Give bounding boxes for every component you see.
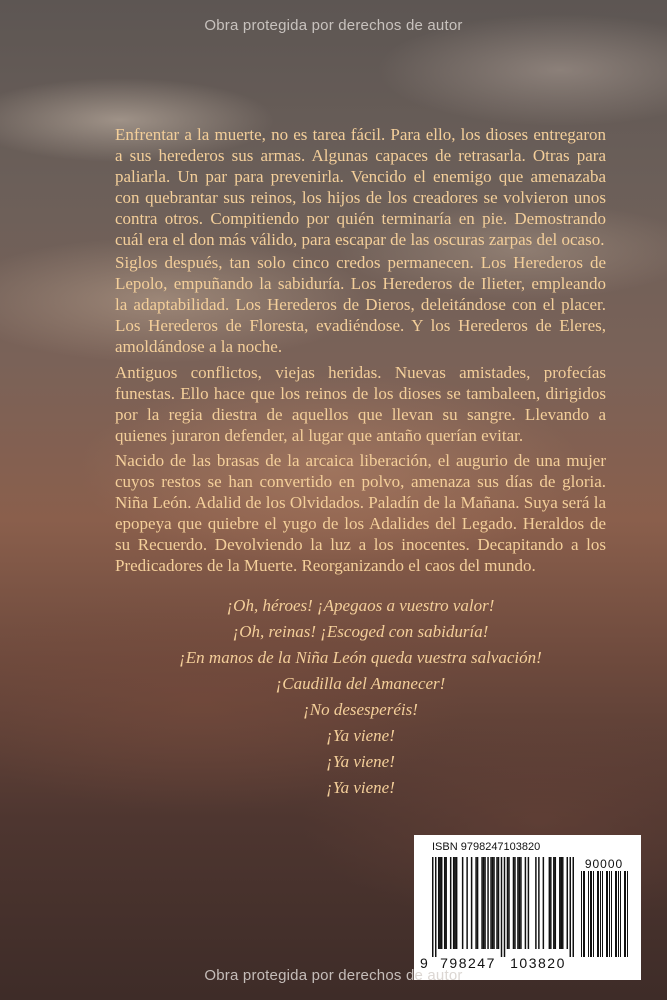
barcode-bar: [508, 857, 509, 949]
barcode-bar: [584, 871, 585, 957]
barcode-bar: [591, 871, 592, 957]
barcode-bar: [559, 857, 560, 949]
tagline-verse: [115, 593, 606, 801]
ean-left-digits: 798247: [440, 955, 496, 971]
copyright-watermark-top: Obra protegida por derechos de autor: [204, 17, 463, 34]
barcode-bar: [501, 857, 502, 957]
barcode-bar: [606, 871, 607, 957]
barcode-bar: [517, 857, 518, 949]
barcode-bar: [535, 857, 536, 949]
barcode-bar: [514, 857, 515, 949]
isbn-barcode-box: [414, 835, 641, 980]
barcode-bar: [618, 871, 619, 957]
ean-right-digits: 103820: [510, 955, 566, 971]
tagline-line: ¡Ya viene!: [326, 752, 395, 771]
barcode-bar: [492, 857, 493, 949]
barcode-bar: [450, 857, 451, 949]
barcode-bar: [462, 857, 463, 949]
barcode-bar: [484, 857, 485, 949]
blurb-paragraph: Nacido de las brasas de la arcaica liberación, el augurio de una mujer cuyos restos se han convertido en polvo, amenaza sus días de gloria. Niña León. Adalid de los Olvidados. Paladín de la Mañana. Suya será la epopeya que quiebre el yugo de los Adalides del Legado. Heraldos de su Recuerdo. Devolviendo la luz a los inocentes. Decapitando a los Predicadores de la Muerte. Reorganizando el caos del mundo.: [115, 451, 606, 575]
barcode-bar: [477, 857, 478, 949]
barcode-bar: [498, 857, 499, 949]
barcode-bar: [507, 857, 508, 949]
barcode-bar: [496, 857, 497, 949]
barcode-bar: [588, 871, 589, 957]
barcode-bar: [528, 857, 529, 949]
barcode-bar: [435, 857, 436, 957]
barcode-bar: [600, 871, 601, 957]
barcode-bar: [432, 857, 433, 957]
price-addon-label: 90000: [584, 857, 624, 871]
barcode-bar: [620, 871, 621, 957]
barcode-bar: [471, 857, 472, 949]
barcode-bar: [444, 857, 445, 949]
barcode-bar: [543, 857, 544, 949]
barcode-bar: [445, 857, 446, 949]
barcode-bar: [609, 871, 610, 957]
barcode-bar: [590, 871, 591, 957]
barcode-bar: [573, 857, 574, 957]
barcode-bar: [598, 871, 599, 957]
isbn-label: ISBN 9798247103820: [432, 841, 541, 853]
barcode-bar: [454, 857, 455, 949]
blurb-paragraph: Antiguos conflictos, viejas heridas. Nuevas amistades, profecías funestas. Ello hace que los reinos de los dioses se tambaleen, dirigidos por la regia diestra de aquellos que llevan su sangre. Llevando a quienes juraron defender, al lugar que antaño querían evitar.: [115, 363, 606, 445]
barcode-bar: [538, 857, 539, 949]
tagline-line: ¡Ya viene!: [326, 726, 395, 745]
blurb-paragraph: Siglos después, tan solo cinco credos permanecen. Los Herederos de Lepolo, empuñando la sabiduría. Los Herederos de Ilieter, empleando la adaptabilidad. Los Herederos de Dieros, deleitándose con el placer. Los Herederos de Floresta, evadiéndose. Y los Herederos de Eleres, amoldándose a la noche.: [115, 253, 606, 356]
barcode-bar: [487, 857, 488, 949]
barcode-bar: [555, 857, 556, 949]
tagline-line: ¡Caudilla del Amanecer!: [275, 674, 446, 693]
barcode-bar: [475, 857, 476, 949]
tagline-line: ¡No desesperéis!: [303, 700, 418, 719]
barcode-bar: [583, 871, 584, 957]
barcode-bar: [550, 857, 551, 949]
barcode-bar: [520, 857, 521, 949]
barcode-bar: [490, 857, 491, 949]
barcode-bar: [504, 857, 505, 957]
barcode-bar: [525, 857, 526, 949]
barcode-bar: [602, 871, 603, 957]
tagline-line: ¡Ya viene!: [326, 778, 395, 797]
barcode-bar: [593, 871, 594, 957]
barcode-bar: [570, 857, 571, 957]
barcode-bar: [615, 871, 616, 957]
tagline-line: ¡En manos de la Niña León queda vuestra salvación!: [179, 648, 542, 667]
tagline-line: ¡Oh, reinas! ¡Escoged con sabiduría!: [232, 622, 489, 641]
barcode-bar: [493, 857, 494, 949]
barcode-bar: [562, 857, 563, 949]
barcode-bar: [466, 857, 467, 949]
barcode-bar: [567, 857, 568, 949]
barcode-bar: [581, 871, 582, 957]
barcode-bar: [453, 857, 454, 949]
barcode-bar: [549, 857, 550, 949]
barcode-bar: [625, 871, 626, 957]
barcode-bar: [624, 871, 625, 957]
barcode-bar: [481, 857, 482, 949]
barcode-bar: [441, 857, 442, 949]
barcode-bar: [513, 857, 514, 949]
ean13-barcode: [432, 857, 574, 957]
barcode-bar: [611, 871, 612, 957]
blurb-paragraph: Enfrentar a la muerte, no es tarea fácil. Para ello, los dioses entregaron a sus herederos sus armas. Algunas capaces de retrasarla. Otras para paliarla. Un par para prevenirla. Vencido el enemigo que amenazaba con quebrantar sus reinos, los hijos de los creadores se volvieron unos contra otros. Compitiendo por quién terminaría en pie. Demostrando cuál era el don más válido, para escapar de las oscuras zarpas del ocaso.: [115, 125, 606, 249]
barcode-bar: [553, 857, 554, 949]
barcode-bar: [607, 871, 608, 957]
barcode-bar: [597, 871, 598, 957]
barcode-bar: [438, 857, 439, 949]
price-addon-barcode: [580, 871, 628, 957]
barcode-bar: [439, 857, 440, 949]
copyright-watermark-bottom: Obra protegida por derechos de autor: [204, 967, 463, 984]
barcode-bar: [616, 871, 617, 957]
barcode-bar: [561, 857, 562, 949]
barcode-bar: [519, 857, 520, 949]
tagline-line: ¡Oh, héroes! ¡Apegaos a vuestro valor!: [226, 596, 495, 615]
barcode-bar: [456, 857, 457, 949]
barcode-bar: [627, 871, 628, 957]
barcode-bar: [483, 857, 484, 949]
ean-first-digit: 9: [420, 955, 428, 971]
